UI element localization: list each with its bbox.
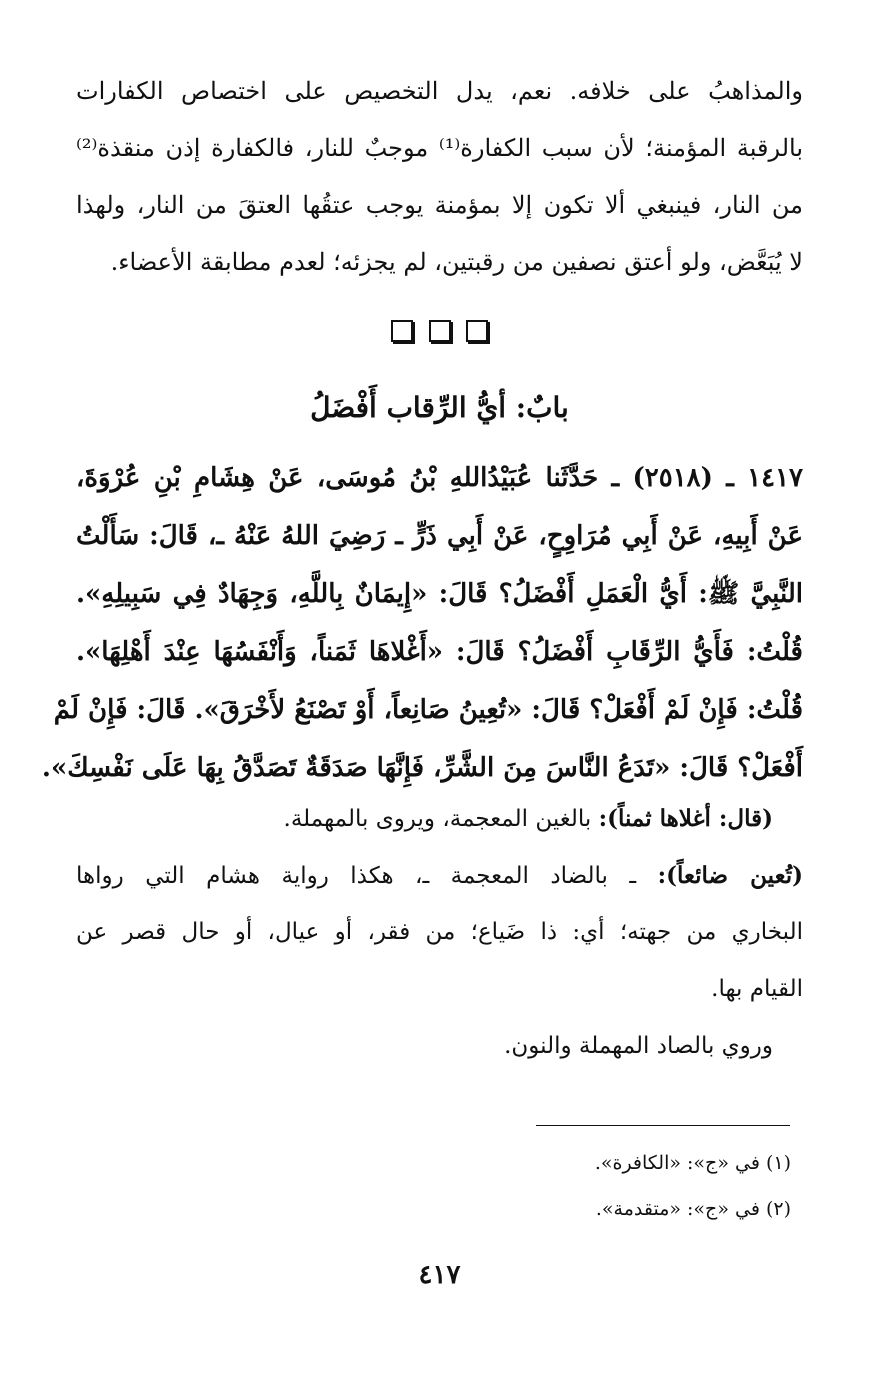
section-separator <box>0 320 879 350</box>
hadith-line: ١٤١٧ ـ (٢٥١٨) ـ حَدَّثَنا عُبَيْدُاللهِ بْنُ مُوسَى، عَنْ هِشَامِ بْنِ عُرْوَةَ، <box>76 463 803 493</box>
separator-square-icon <box>466 320 488 342</box>
commentary-key: (تُعين ضائعاً): <box>657 862 803 889</box>
separator-square-icon <box>391 320 413 342</box>
footnotes <box>300 1140 791 1232</box>
hadith-text <box>41 449 803 797</box>
hadith-line: عَنْ أَبِيهِ، عَنْ أَبِي مُرَاوِحٍ، عَنْ أَبِي ذَرٍّ ـ رَضِيَ اللهُ عَنْهُ ـ، قَالَ: سَأَلْتُ <box>76 521 803 551</box>
separator-square-icon <box>429 320 451 342</box>
hadith-line: قُلْتُ: فَأَيُّ الرِّقَابِ أَفْضَلُ؟ قَالَ: «أَغْلاهَا ثَمَناً، وَأَنْفَسُهَا عِنْدَ أَهْلِهَا». <box>76 637 803 667</box>
text-line: والمذاهبُ على خلافه. نعم، يدل التخصيص على اختصاص الكفارات <box>76 77 803 105</box>
hadith-line: قُلْتُ: فَإِنْ لَمْ أَفْعَلْ؟ قَالَ: «تُعِينُ صَانِعاً، أَوْ تَصْنَعُ لأَخْرَقَ». قَالَ: فَإِنْ لَمْ <box>53 695 803 725</box>
footnote: (٢) في «ج»: «متقدمة». <box>595 1198 791 1220</box>
text-line: بالرقبة المؤمنة؛ لأن سبب الكفارة⁽¹⁾ موجبٌ للنار، فالكفارة إذن منقذة⁽²⁾ <box>76 134 803 162</box>
commentary-line: البخاري من جهته؛ أي: ذا ضَياع؛ من فقر، أو عيال، أو حال قصر عن <box>76 919 803 945</box>
commentary-line: القيام بها. <box>711 976 803 1002</box>
commentary-line: (تُعين ضائعاً): ـ بالضاد المعجمة ـ، هكذا رواية هشام التي رواها <box>76 862 803 889</box>
opening-paragraph <box>76 63 803 291</box>
text-line: لا يُبَعَّض، ولو أعتق نصفين من رقبتين، لم يجزئه؛ لعدم مطابقة الأعضاء. <box>110 248 803 276</box>
text-line: من النار، فينبغي ألا تكون إلا بمؤمنة يوجب عتقُها العتقَ من النار، ولهذا <box>76 191 803 219</box>
hadith-line: أَفْعَلْ؟ قَالَ: «تَدَعُ النَّاسَ مِنَ الشَّرِّ، فَإِنَّهَا صَدَقَةٌ تَصَدَّقُ بِهَا عَلَى نَفْسِكَ». <box>41 753 803 783</box>
commentary-key: (قال: أغلاها ثمناً): <box>598 805 773 832</box>
commentary-line: وروي بالصاد المهملة والنون. <box>504 1033 773 1059</box>
commentary-line: (قال: أغلاها ثمناً): بالغين المعجمة، ويروى بالمهملة. <box>283 805 773 832</box>
page-number: ٤١٧ <box>418 1260 461 1290</box>
commentary <box>76 790 803 1075</box>
footnote-divider <box>536 1125 790 1126</box>
footnote: (١) في «ج»: «الكافرة». <box>594 1152 791 1174</box>
chapter-title: بابٌ: أيُّ الرِّقاب أَفْضَلُ <box>310 391 569 424</box>
hadith-line: النَّبِيَّ ﷺ: أَيُّ الْعَمَلِ أَفْضَلُ؟ قَالَ: «إِيمَانٌ بِاللَّهِ، وَجِهَادٌ فِي سَبِيلِهِ». <box>76 579 803 609</box>
